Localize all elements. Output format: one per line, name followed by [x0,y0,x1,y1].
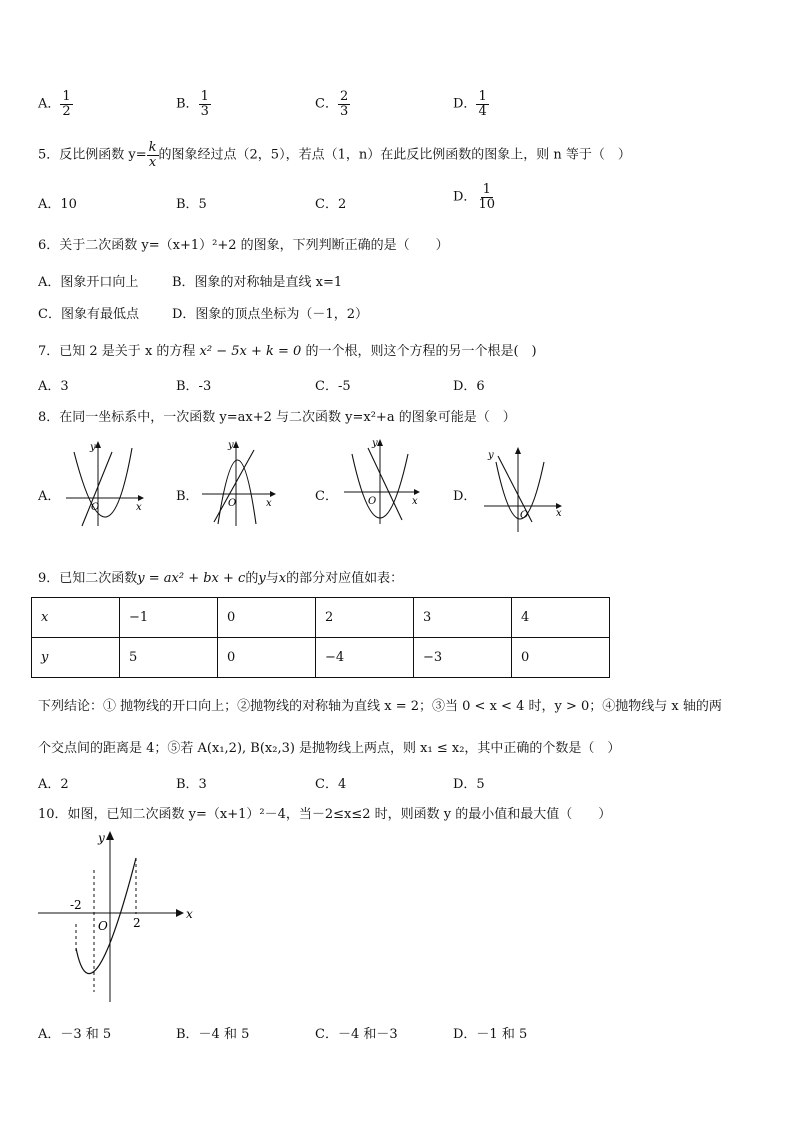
q7-option-b: B．-3 [176,379,212,394]
q4-option-a: A． $\frac{1}{2}$ [38,89,71,119]
table-cell: y [32,638,120,678]
q9-option-a: A．2 [38,777,69,792]
parabola [76,858,136,974]
q5-option-b: B．5 [176,197,207,212]
table-row [32,638,610,678]
q8-stem: 8．在同一坐标系中，一次函数 y=ax+2 与二次函数 y=x²+a 的图象可能是（ ） [38,410,516,425]
table-cell: −4 [316,638,414,678]
q9-conclusions-line1: 下列结论：① 抛物线的开口向上；②抛物线的对称轴为直线 x = 2；③当 0 < x < 4 时，y > 0；④抛物线与 x 轴的两 [38,699,722,714]
origin-label: O [368,496,377,507]
x-arrow-icon [414,489,420,495]
tick-label-pos2: 2 [133,916,141,930]
table-row [32,598,610,638]
table-cell: 5 [120,638,218,678]
q10-option-b: B．－4 和 5 [176,1027,250,1042]
table-cell: 0 [512,638,610,678]
origin-label: O [91,502,100,513]
parabola [218,460,256,524]
q5-option-a: A．10 [38,197,77,212]
table-cell: 4 [512,598,610,638]
q5-stem: 5．反比例函数 y= $\frac{k}{x}$ 的图象经过点（2，5），若点（1，n）在此反比例函数的图象上，则 n 等于（ ） [38,140,631,170]
y-arrow-icon [233,441,239,448]
table-cell: x [32,598,120,638]
x-label: x [186,907,193,921]
x-label: x [556,508,562,519]
q7-option-d: D．6 [453,379,485,394]
q6-stem: 6．关于二次函数 y=（x+1）²+2 的图象，下列判断正确的是（ ） [38,238,449,253]
q6-option-c: C．图象有最低点 [38,307,139,322]
q4-option-c: C． $\frac{2}{3}$ [315,89,349,119]
y-arrow-icon [106,831,114,840]
y-arrow-icon [515,447,521,454]
q8-option-c: C． [315,489,338,504]
q5-option-d: D． $\frac{1}{10}$ [453,182,495,212]
table-cell: 3 [414,598,512,638]
origin-label: O [228,498,237,509]
q9-option-d: D．5 [453,777,485,792]
q10-option-d: D．－1 和 5 [453,1027,528,1042]
q8-graph-b [198,436,278,528]
q9-stem: 9．已知二次函数y = ax² + bx + c的y与x的部分对应值如表： [38,571,404,586]
table-cell: 0 [218,598,316,638]
tick-label-neg2: -2 [70,898,82,912]
y-arrow-icon [95,441,101,448]
q7-option-a: A．3 [38,379,69,394]
q8-option-b: B． [176,489,199,504]
y-arrow-icon [377,439,383,446]
x-label: x [266,498,272,509]
origin-label: O [520,510,529,521]
x-label: x [412,496,418,507]
table-cell: 2 [316,598,414,638]
x-arrow-icon [176,909,184,917]
x-arrow-icon [270,491,276,497]
y-label: y [372,438,378,449]
q9-conclusions-line2: 个交点间的距离是 4；⑤若 A(x₁,2), B(x₂,3) 是抛物线上两点，则 x₁ ≤ x₂，其中正确的个数是（ ） [38,741,621,756]
line [82,452,112,526]
q10-option-a: A．－3 和 5 [38,1027,112,1042]
q8-option-d: D． [453,489,477,504]
x-arrow-icon [138,495,144,501]
q6-option-a: A．图象开口向上 [38,275,139,290]
parabola [74,448,132,517]
q8-graph-a [62,436,146,528]
q9-value-table [31,597,610,678]
table-cell: −3 [414,638,512,678]
y-label: y [488,450,494,461]
table-cell: −1 [120,598,218,638]
q9-option-c: C．4 [315,777,347,792]
table-cell: 0 [218,638,316,678]
y-label: y [228,440,234,451]
q10-stem: 10．如图，已知二次函数 y=（x+1）²－4，当－2≤x≤2 时，则函数 y 的最小值和最大值（ ） [38,807,612,822]
q4-option-d: D． $\frac{1}{4}$ [453,89,487,119]
q10-option-c: C．－4 和－3 [315,1027,398,1042]
q9-equation: y = ax² + bx + c [137,571,246,586]
q10-graph [36,826,198,1008]
y-label: y [98,831,105,845]
q7-equation: x² − 5x + k = 0 [199,344,302,359]
line [368,448,402,520]
x-label: x [136,502,142,513]
q8-graph-d [480,436,566,534]
q6-option-b: B．图象的对称轴是直线 x=1 [172,275,343,290]
q4-option-b: B． $\frac{1}{3}$ [176,89,209,119]
q7-option-c: C．-5 [315,379,351,394]
q8-graph-c [340,434,424,526]
q7-stem: 7．已知 2 是关于 x 的方程 x² − 5x + k = 0 的一个根，则这个方程的另一个根是( ) [38,344,537,359]
q9-option-b: B．3 [176,777,207,792]
q6-option-d: D．图象的顶点坐标为（－1，2） [172,307,368,322]
line [214,450,254,522]
origin-label: O [98,919,108,933]
q8-option-a: A． [38,489,61,504]
y-label: y [90,442,96,453]
q5-option-c: C．2 [315,197,347,212]
